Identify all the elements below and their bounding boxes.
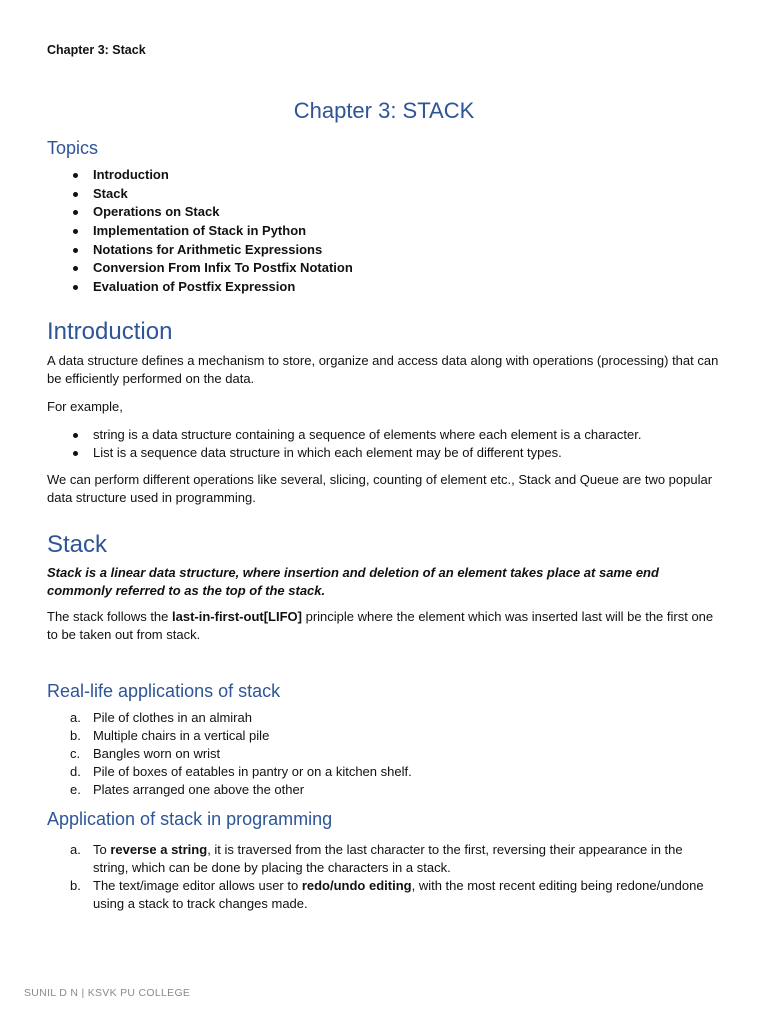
list-marker: a. bbox=[70, 710, 81, 725]
topic-item: Implementation of Stack in Python bbox=[47, 222, 353, 241]
programming-text-after: , with the most recent editing being redone/undone using a stack to track changes made. bbox=[93, 878, 704, 911]
list-marker: b. bbox=[70, 878, 81, 893]
example-item: string is a data structure containing a sequence of elements where each element is a character. bbox=[47, 426, 727, 444]
lifo-paragraph bbox=[47, 608, 727, 644]
document-title: Chapter 3: STACK bbox=[293, 98, 475, 123]
real-life-item-text: Pile of boxes of eatables in pantry or on a kitchen shelf. bbox=[93, 764, 412, 779]
real-life-item-text: Plates arranged one above the other bbox=[93, 782, 305, 797]
topic-item: Evaluation of Postfix Expression bbox=[47, 278, 353, 297]
real-life-item bbox=[47, 745, 727, 763]
page-footer: SUNIL D N | KSVK PU COLLEGE bbox=[24, 987, 191, 999]
real-life-item-text: Multiple chairs in a vertical pile bbox=[93, 728, 270, 743]
programming-item bbox=[47, 877, 709, 913]
real-life-item bbox=[47, 763, 727, 781]
topic-item: Introduction bbox=[47, 166, 353, 185]
example-lead: For example, bbox=[47, 399, 123, 414]
real-life-item bbox=[47, 709, 727, 727]
stack-heading: Stack bbox=[47, 531, 108, 558]
topic-item: Stack bbox=[47, 185, 353, 204]
topic-item: Operations on Stack bbox=[47, 203, 353, 222]
real-life-list bbox=[47, 709, 727, 799]
real-life-item-text: Pile of clothes in an almirah bbox=[93, 710, 252, 725]
real-life-item-text: Bangles worn on wrist bbox=[93, 746, 221, 761]
programming-heading: Application of stack in programming bbox=[47, 809, 333, 829]
programming-term: reverse a string bbox=[110, 842, 208, 857]
list-marker: e. bbox=[70, 782, 81, 797]
example-item: List is a sequence data structure in which each element may be of different types. bbox=[47, 444, 727, 462]
lifo-text-after: principle where the element which was inserted last will be the first one to be taken out from stack. bbox=[47, 609, 714, 642]
real-life-heading: Real-life applications of stack bbox=[47, 681, 281, 701]
stack-definition: Stack is a linear data structure, where insertion and deletion of an element takes place at same end commonly referred to as the top of the stack. bbox=[47, 565, 659, 598]
programming-list bbox=[47, 841, 709, 913]
list-marker: a. bbox=[70, 842, 81, 857]
introduction-heading: Introduction bbox=[47, 318, 173, 345]
programming-text-after: , it is traversed from the last character to the first, reversing their appearance in the string, which can be done by placing the characters in a stack. bbox=[93, 842, 683, 875]
programming-item bbox=[47, 841, 709, 877]
programming-text-before: The text/image editor allows user to bbox=[93, 878, 302, 893]
topic-item: Notations for Arithmetic Expressions bbox=[47, 241, 353, 260]
list-marker: c. bbox=[70, 746, 81, 761]
lifo-text-before: The stack follows the bbox=[47, 609, 172, 624]
introduction-paragraph: A data structure defines a mechanism to store, organize and access data along with operations (processing) that can be efficiently performed on the data. bbox=[47, 353, 719, 386]
topic-item: Conversion From Infix To Postfix Notation bbox=[47, 259, 353, 278]
topics-list bbox=[47, 166, 353, 297]
real-life-item bbox=[47, 781, 727, 799]
running-header: Chapter 3: Stack bbox=[47, 43, 146, 57]
lifo-term: last-in-first-out[LIFO] bbox=[172, 609, 302, 624]
programming-term: redo/undo editing bbox=[301, 878, 412, 893]
topics-heading: Topics bbox=[47, 138, 99, 158]
programming-text-before: To bbox=[93, 842, 111, 857]
list-marker: b. bbox=[70, 728, 81, 743]
operations-paragraph: We can perform different operations like several, slicing, counting of element etc., Stack and Queue are two popular data structure used in programming. bbox=[47, 472, 713, 505]
list-marker: d. bbox=[70, 764, 81, 779]
example-list bbox=[47, 426, 727, 462]
real-life-item bbox=[47, 727, 727, 745]
